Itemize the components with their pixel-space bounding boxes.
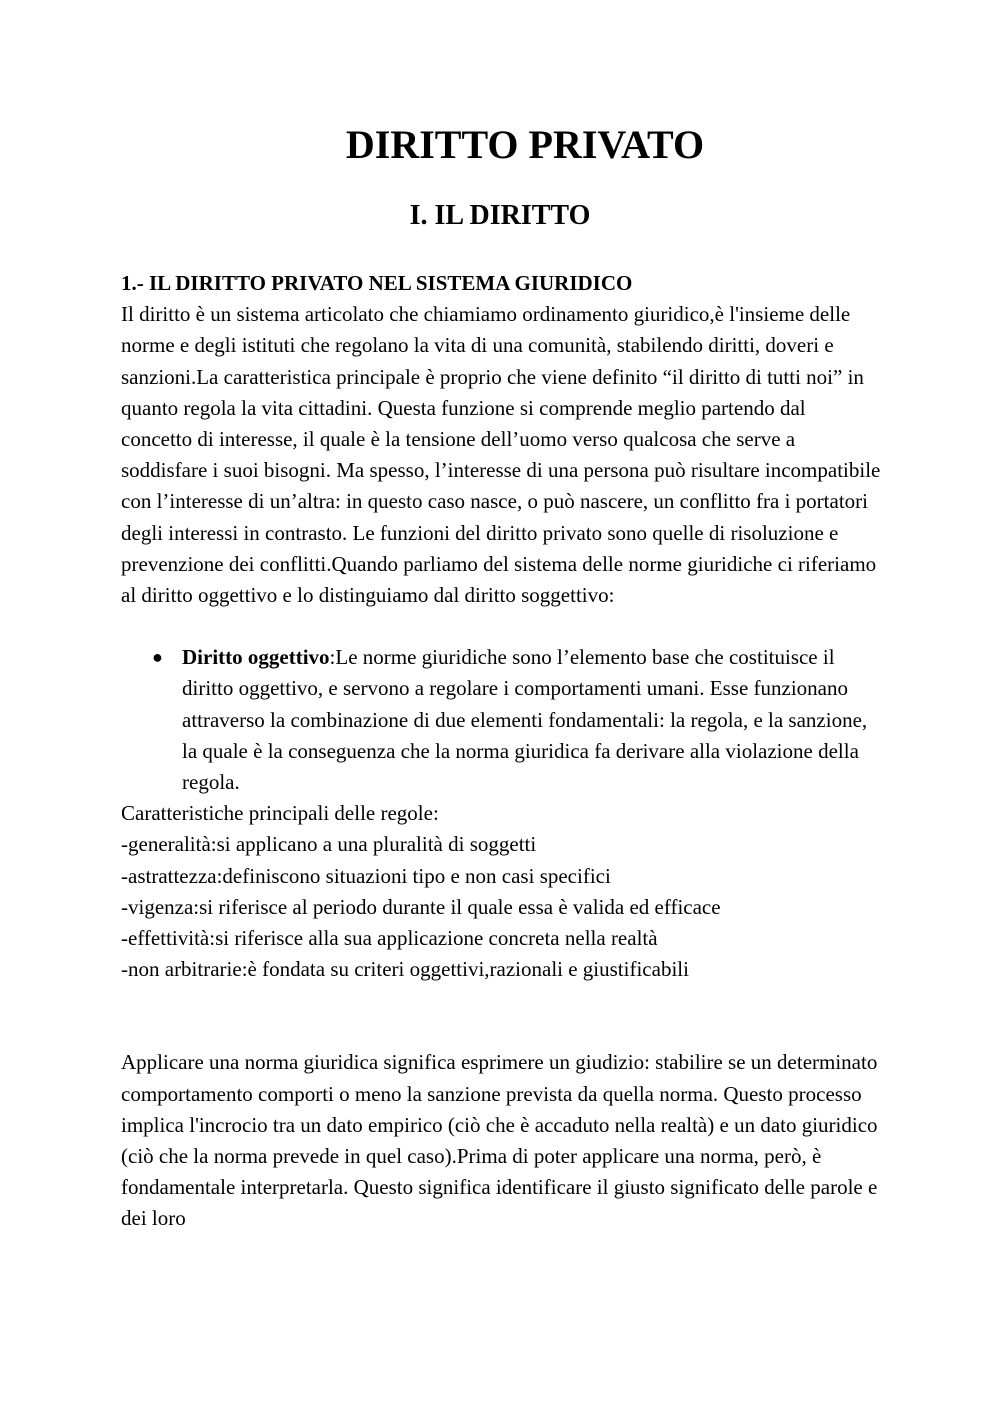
closing-paragraph: Applicare una norma giuridica significa esprimere un giudizio: stabilire se un determinato comportamento comporti o meno la sanzione prevista da quella norma. Questo processo implica l'incrocio tra un dato empirico (ciò che è accaduto nella realtà) e un dato giuridico (ciò che la norma prevede in quel caso).Prima di poter applicare una norma, però, è fondamentale interpretarla. Questo significa identificare il giusto significato delle parole e dei loro — [121, 1050, 878, 1231]
document-title: DIRITTO PRIVATO — [345, 122, 705, 167]
list-item: -generalità:si applicano a una pluralità di soggetti — [121, 832, 537, 857]
document-body — [121, 268, 881, 1235]
intro-paragraph: Il diritto è un sistema articolato che chiamiamo ordinamento giuridico,è l'insieme delle norme e degli istituti che regolano la vita di una comunità, stabilendo diritti, doveri e sanzioni.La caratteristica principale è proprio che viene definito “il diritto di tutti noi” in quanto regola la vita cittadini. Questa funzione si comprende meglio partendo dal concetto di interesse, il quale è la tensione dell’uomo verso qualcosa che serve a soddisfare i suoi bisogni. Ma spesso, l’interesse di una persona può risultare incompatibile con l’interesse di un’altra: in questo caso nasce, o può nascere, un conflitto fra i portatori degli interessi in contrasto. Le funzioni del diritto privato sono quelle di risoluzione e prevenzione dei conflitti.Quando parliamo del sistema delle norme giuridiche ci riferiamo al diritto oggettivo e lo distinguiamo dal diritto soggettivo: — [121, 302, 881, 608]
characteristics-heading: Caratteristiche principali delle regole: — [121, 801, 439, 826]
bullet-term: Diritto oggettivo — [182, 645, 330, 670]
bullet-icon: ● — [152, 647, 163, 668]
list-item — [152, 642, 881, 798]
bullet-text: :Le norme giuridiche sono l’elemento base che costituisce il diritto oggettivo, e servono a regolare i comportamenti umani. Esse funzionano attraverso la combinazione di due elementi fondamentali: la regola, e la sanzione, la quale è la conseguenza che la norma giuridica fa derivare alla violazione della regola. — [182, 645, 868, 795]
section-heading: 1.- IL DIRITTO PRIVATO NEL SISTEMA GIURIDICO — [121, 271, 633, 295]
list-item: -astrattezza:definiscono situazioni tipo e non casi specifici — [121, 863, 611, 888]
list-item: -non arbitrarie:è fondata su criteri oggettivi,razionali e giustificabili — [121, 957, 689, 982]
characteristics-list — [121, 829, 881, 985]
list-item: -vigenza:si riferisce al periodo durante il quale essa è valida ed efficace — [121, 894, 721, 919]
chapter-title: I. IL DIRITTO — [409, 200, 591, 231]
paragraph-spacer — [121, 985, 881, 1047]
bullet-list — [121, 642, 881, 798]
list-item: -effettività:si riferisce alla sua applicazione concreta nella realtà — [121, 926, 658, 951]
